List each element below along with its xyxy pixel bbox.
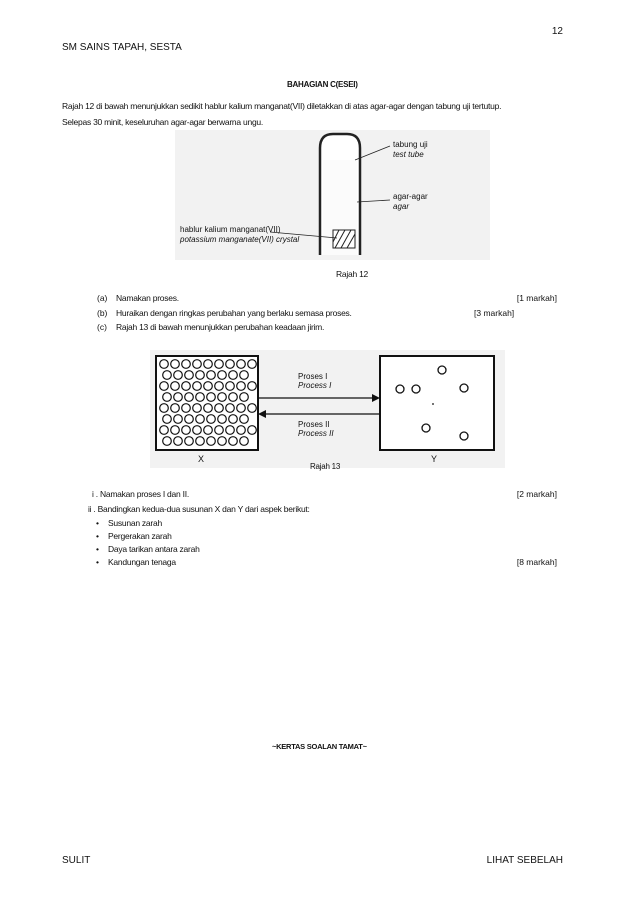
solid-particle	[207, 371, 216, 380]
solid-particle	[237, 404, 246, 413]
solid-particle	[218, 437, 227, 446]
dot-mark	[432, 403, 434, 405]
solid-particle	[218, 371, 227, 380]
solid-particle	[182, 382, 191, 391]
solid-particle	[240, 371, 249, 380]
solid-particle	[240, 393, 249, 402]
proses-2-label: Proses II	[298, 420, 330, 429]
box-x	[156, 356, 258, 450]
states-of-matter-diagram	[150, 350, 505, 468]
question-b-number: (b)	[97, 308, 108, 318]
section-title: BAHAGIAN C(ESEI)	[287, 80, 358, 89]
solid-particle	[204, 404, 213, 413]
solid-particle	[193, 426, 202, 435]
solid-particle	[207, 393, 216, 402]
figure-13-caption: Rajah 13	[310, 462, 341, 471]
solid-particle	[218, 393, 227, 402]
solid-particle	[163, 371, 172, 380]
proses-1-label: Proses I	[298, 372, 328, 381]
intro-line-2: Selepas 30 minit, keseluruhan agar-agar berwarna ungu.	[62, 117, 264, 127]
solid-particle	[248, 404, 257, 413]
solid-particle	[196, 371, 205, 380]
sub-question-i-marks: [2 markah]	[516, 489, 557, 499]
figure-13-diagram	[150, 350, 505, 468]
solid-particle	[193, 404, 202, 413]
solid-particle	[160, 404, 169, 413]
solid-particle	[182, 404, 191, 413]
solid-particle	[248, 382, 257, 391]
solid-particle	[193, 360, 202, 369]
solid-particle	[185, 371, 194, 380]
box-y	[380, 356, 494, 450]
question-a-text: Namakan proses.	[116, 293, 179, 303]
solid-particle	[229, 393, 238, 402]
intro-line-1: Rajah 12 di bawah menunjukkan sedikit hablur kalium manganat(VII) diletakkan di atas agar-agar dengan tabung uji tertutup.	[62, 101, 502, 111]
bullet-item: Kandungan tenaga	[108, 557, 176, 567]
solid-particle	[229, 415, 238, 424]
solid-particle	[174, 393, 183, 402]
bullet-item: Pergerakan zarah	[108, 531, 172, 541]
solid-particle	[171, 382, 180, 391]
question-c-text: Rajah 13 di bawah menunjukkan perubahan keadaan jirim.	[116, 322, 325, 332]
gas-particle	[438, 366, 446, 374]
solid-particle	[215, 382, 224, 391]
school-name: SM SAINS TAPAH, SESTA	[62, 42, 182, 53]
arrow-proses-1	[258, 394, 380, 402]
label-tube-en: test tube	[393, 150, 424, 159]
gas-particle	[460, 432, 468, 440]
bullet-icon: •	[96, 557, 99, 567]
sub-question-ii-marks: [8 markah]	[516, 557, 557, 567]
page-number: 12	[551, 26, 563, 37]
solid-particle	[226, 426, 235, 435]
label-tube-ms: tabung uji	[393, 140, 428, 149]
solid-particle	[182, 360, 191, 369]
solid-particle	[171, 426, 180, 435]
solid-particle	[174, 437, 183, 446]
bullet-item: Susunan zarah	[108, 518, 162, 528]
solid-particle	[226, 382, 235, 391]
solid-particle	[204, 426, 213, 435]
solid-particle	[240, 437, 249, 446]
solid-particle	[171, 360, 180, 369]
figure-12-caption: Rajah 12	[336, 269, 369, 279]
solid-particle	[226, 360, 235, 369]
solid-particle	[237, 360, 246, 369]
solid-particle	[218, 415, 227, 424]
solid-particle	[215, 360, 224, 369]
solid-particle	[160, 360, 169, 369]
solid-particle	[237, 426, 246, 435]
bullet-icon: •	[96, 544, 99, 554]
sub-question-i: i . Namakan proses I dan II.	[92, 489, 189, 499]
solid-particle	[196, 393, 205, 402]
solid-particle	[196, 437, 205, 446]
gas-particle	[460, 384, 468, 392]
gas-particle	[396, 385, 404, 393]
question-c-number: (c)	[97, 322, 107, 332]
label-y: Y	[431, 454, 438, 464]
solid-particle	[185, 437, 194, 446]
label-agar-ms: agar-agar	[393, 192, 428, 201]
gas-particle	[422, 424, 430, 432]
solid-particle	[248, 360, 257, 369]
solid-particle	[174, 371, 183, 380]
label-agar-en: agar	[393, 202, 410, 211]
label-crystal-en: potassium manganate(VII) crystal	[180, 235, 300, 244]
solid-particle	[204, 382, 213, 391]
question-a-marks: [1 markah]	[516, 293, 557, 303]
solid-particle	[207, 437, 216, 446]
question-a-number: (a)	[97, 293, 108, 303]
solid-particle	[229, 371, 238, 380]
solid-particle	[196, 415, 205, 424]
label-crystal-ms: hablur kalium manganat(VII)	[180, 225, 281, 234]
process-2-label: Process II	[298, 429, 334, 438]
label-x: X	[198, 454, 205, 464]
solid-particle	[185, 393, 194, 402]
footer-left: SULIT	[62, 855, 91, 866]
figure-12-diagram	[175, 130, 490, 260]
crystal-block	[333, 230, 355, 248]
solid-particle	[182, 426, 191, 435]
solid-particle	[171, 404, 180, 413]
bullet-icon: •	[96, 531, 99, 541]
agar-leader-line	[357, 200, 390, 202]
solid-particle	[207, 415, 216, 424]
arrow-proses-2	[258, 410, 380, 418]
solid-particle	[163, 393, 172, 402]
solid-particle	[248, 426, 257, 435]
end-of-paper: ~KERTAS SOALAN TAMAT~	[272, 742, 367, 751]
solid-particle	[237, 382, 246, 391]
solid-particle	[193, 382, 202, 391]
bullet-icon: •	[96, 518, 99, 528]
footer-right: LIHAT SEBELAH	[486, 855, 563, 866]
solid-particle	[226, 404, 235, 413]
solid-particle	[215, 404, 224, 413]
solid-particle	[163, 415, 172, 424]
process-1-label: Process I	[298, 381, 332, 390]
solid-particle	[215, 426, 224, 435]
question-b-text: Huraikan dengan ringkas perubahan yang berlaku semasa proses.	[116, 308, 352, 318]
bullet-item: Daya tarikan antara zarah	[108, 544, 200, 554]
question-b-marks: [3 markah]	[474, 308, 515, 318]
gas-particle	[412, 385, 420, 393]
solid-particle	[160, 426, 169, 435]
solid-particle	[160, 382, 169, 391]
solid-particle	[163, 437, 172, 446]
solid-particle	[240, 415, 249, 424]
solid-particle	[185, 415, 194, 424]
sub-question-ii: ii . Bandingkan kedua-dua susunan X dan Y dari aspek berikut:	[88, 504, 310, 514]
solid-particle	[174, 415, 183, 424]
solid-particle	[204, 360, 213, 369]
solid-particle	[229, 437, 238, 446]
